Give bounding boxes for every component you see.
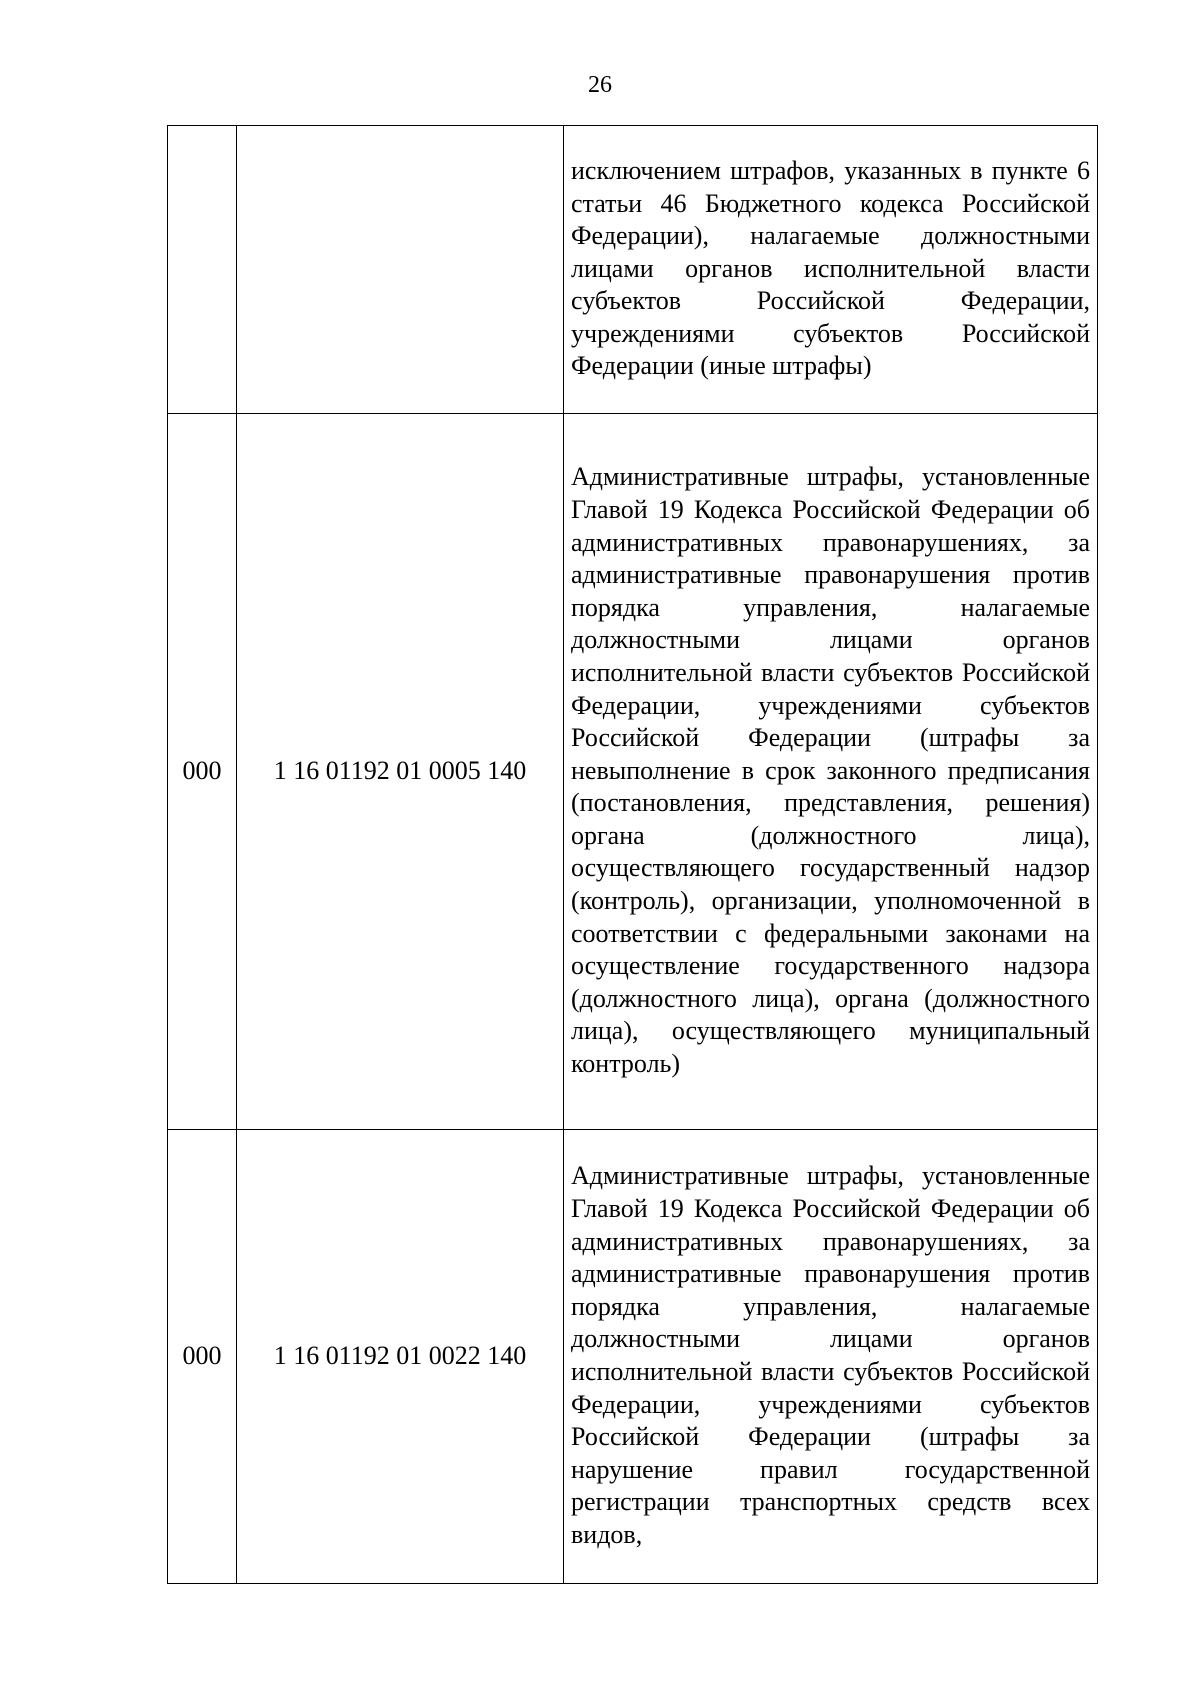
admin-code-cell: 000 xyxy=(168,1130,237,1584)
income-name-cell xyxy=(564,126,1098,414)
kbk-code-cell xyxy=(237,126,564,414)
income-name-text: Административные штрафы, установленные Главой 19 Кодекса Российской Федерации об административных правонарушениях, за административные правонарушения против порядка управления, налагаемые должностными лицами органов исполнительной власти субъектов Российской Федерации, учреждениями субъектов Российской Федерации (штрафы за нарушение правил государственной регистрации транспортных средств всех видов, xyxy=(571,1161,1090,1549)
kbk-code-cell: 1 16 01192 01 0022 140 xyxy=(237,1130,564,1584)
income-name-text: исключением штрафов, указанных в пункте 6 статьи 46 Бюджетного кодекса Российской Федерации), налагаемые должностными лицами органов исполнительной власти субъектов Российской Федерации, учреждениями субъектов Российской Федерации (иные штрафы) xyxy=(571,155,1090,381)
income-name-cell xyxy=(564,1130,1098,1584)
page-number: 26 xyxy=(588,72,612,98)
kbk-code-cell: 1 16 01192 01 0005 140 xyxy=(237,414,564,1130)
income-name-cell xyxy=(564,414,1098,1130)
budget-classification-table xyxy=(167,125,1098,1584)
table-row xyxy=(168,414,1098,1130)
table-row xyxy=(168,1130,1098,1584)
admin-code-cell xyxy=(168,126,237,414)
admin-code-cell: 000 xyxy=(168,414,237,1130)
table-row xyxy=(168,126,1098,414)
income-name-text: Административные штрафы, установленные Главой 19 Кодекса Российской Федерации об административных правонарушениях, за административные правонарушения против порядка управления, налагаемые должностными лицами органов исполнительной власти субъектов Российской Федерации, учреждениями субъектов Российской Федерации (штрафы за невыполнение в срок законного предписания (постановления, представления, решения) органа (должностного лица), осуществляющего государственный надзор (контроль), организации, уполномоченной в соответствии с федеральными законами на осуществление государственного надзора (должностного лица), органа (должностного лица), осуществляющего муниципальный контроль) xyxy=(571,462,1090,1079)
